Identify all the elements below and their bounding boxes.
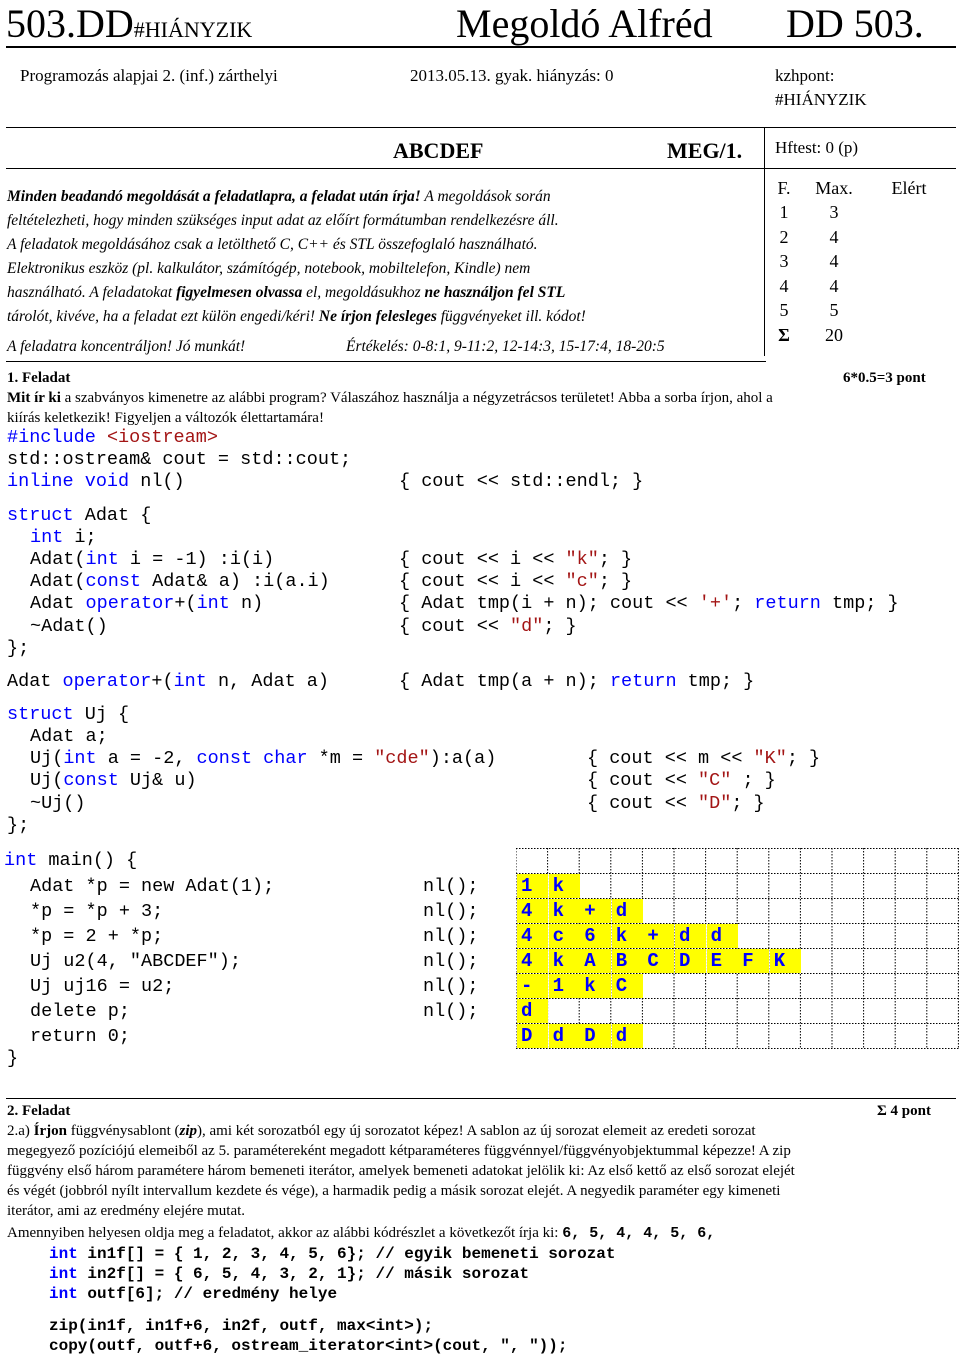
answer-cell[interactable]: d — [517, 999, 548, 1023]
intro-line-6-b: Ne írjon felesleges — [318, 308, 437, 325]
task2-rule — [6, 1098, 956, 1099]
code-line: nl(); — [423, 976, 479, 997]
code-line: } — [7, 1048, 19, 1069]
intro-line-6 — [7, 307, 586, 327]
task2-para-1-d: zip — [179, 1123, 197, 1139]
code-line: Adat *p = new Adat(1); — [30, 876, 275, 897]
task1-title: 1. Feladat — [7, 370, 71, 386]
score-task: 5 — [779, 300, 789, 321]
code-line: ~Uj() — [30, 793, 86, 814]
score-total-row — [764, 323, 954, 348]
task2-para-2: megegyező pozíciójú elemeiből az 5. paramétereként megadott kétparaméteres függvénnyel/függvényobjektummal képezze! A zip — [7, 1143, 791, 1159]
answer-cell[interactable]: d — [707, 924, 738, 948]
intro-line-2: feltételezheti, hogy minden szükséges input adat az előírt formátumban rendelkezésre áll. — [7, 212, 559, 229]
score-achieved[interactable] — [864, 299, 954, 324]
code-line: Adat(const Adat& a) :i(a.i) — [30, 571, 330, 592]
intro-line-6-c: függvényeket ill. kódot! — [436, 308, 586, 325]
task2-para-4: és végét (jobbról nyílt intervallum kezdete és vége), a harmadik pedig a másik sorozat elejét. A negyedik paraméter egy kimeneti — [7, 1183, 781, 1199]
score-max: 3 — [829, 202, 839, 223]
answer-cell[interactable]: C — [612, 974, 643, 998]
score-row — [764, 299, 954, 324]
answer-cell[interactable]: k — [549, 874, 580, 898]
answer-cell[interactable]: - — [517, 974, 548, 998]
code-line: nl(); — [423, 876, 479, 897]
code-line: return 0; — [30, 1026, 130, 1047]
kzhpont-label: kzhpont: — [775, 66, 835, 85]
answer-cell[interactable]: d — [612, 1024, 643, 1048]
code-line: struct Uj { — [7, 704, 130, 725]
code-line: nl(); — [423, 951, 479, 972]
score-max: 20 — [825, 324, 843, 345]
score-header-max: Max. — [815, 177, 853, 198]
score-header-row — [764, 176, 954, 201]
code-line: nl(); — [423, 926, 479, 947]
code-line: delete p; — [30, 1001, 130, 1022]
answer-cell[interactable]: k — [549, 899, 580, 923]
score-task: 3 — [779, 251, 789, 272]
code-line: int i; — [30, 527, 97, 548]
code-line: { Adat tmp(a + n); return tmp; } — [399, 671, 755, 692]
code-line: { cout << i << "c"; } — [399, 571, 633, 592]
intro-rule — [6, 361, 766, 362]
answer-cell[interactable]: c — [549, 924, 580, 948]
intro-line-1-b: A megoldások során — [420, 188, 551, 205]
hftest: Hftest: 0 (p) — [775, 138, 859, 157]
answer-cell[interactable]: 1 — [549, 974, 580, 998]
score-max: 4 — [829, 226, 839, 247]
header-rule-3 — [6, 168, 956, 169]
code-line: #include <iostream> — [7, 427, 218, 448]
task2-para-1-c: függvénysablont ( — [67, 1123, 180, 1139]
answer-cell[interactable]: C — [643, 949, 674, 973]
answer-cell[interactable]: K — [770, 949, 801, 973]
task1-desc-1 — [7, 388, 773, 408]
intro-line-5-d: ne használjon fel STL — [424, 284, 566, 301]
header-right: DD 503. — [786, 1, 924, 46]
answer-cell[interactable]: 4 — [517, 949, 548, 973]
intro-line-3: A feladatok megoldásához csak a letölthető C, C++ és STL összefoglaló használható. — [7, 236, 538, 253]
answer-cell[interactable]: B — [612, 949, 643, 973]
kzhpont-value: #HIÁNYZIK — [775, 90, 867, 109]
score-achieved[interactable] — [864, 201, 954, 226]
intro-line-5-c: el, megoldásukhoz — [302, 284, 425, 301]
score-achieved[interactable] — [864, 323, 954, 348]
task2-para-1 — [7, 1121, 756, 1141]
code-line: int outf[6]; // eredmény helye — [49, 1285, 338, 1303]
intro-line-5-a: használható. A feladatokat — [7, 284, 177, 301]
code-line: Adat operator+(int n) — [30, 593, 264, 614]
score-max: 5 — [829, 300, 839, 321]
intro-line-5-b: figyelmesen olvassa — [176, 284, 303, 301]
task2-para-1-e: ), ami két sorozatból egy új sorozatot képez! A sablon az új sorozat elemeit az eredeti sorozat — [197, 1123, 756, 1139]
answer-cell[interactable]: 4 — [517, 924, 548, 948]
task2-para-6 — [7, 1223, 715, 1244]
intro-line-1 — [7, 187, 551, 207]
answer-cell[interactable]: d — [549, 1024, 580, 1048]
score-achieved[interactable] — [864, 250, 954, 275]
code-line: int main() { — [4, 850, 138, 871]
task2-title: 2. Feladat — [7, 1103, 71, 1119]
evaluation: Értékelés: 0-8:1, 9-11:2, 12-14:3, 15-17:4, 18-20:5 — [346, 338, 665, 355]
code-line: Uj(const Uj& u) — [30, 770, 197, 791]
code-line: zip(in1f, in1f+6, in2f, outf, max<int>); — [49, 1317, 434, 1335]
code-line: { cout << m << "K"; } — [587, 748, 821, 769]
intro-line-1-a: Minden beadandó megoldását a feladatlapra, a feladat után írja! — [7, 188, 421, 205]
task1-desc-1-b: a szabványos kimenetre az alábbi program? Válaszához használja a négyzetrácsos területet! Abba a sorba írjon, ahol a — [60, 390, 773, 406]
task1-desc-1-a: Mit ír ki — [7, 390, 61, 406]
header-rule-2 — [6, 127, 956, 128]
answer-cell[interactable]: k — [580, 974, 611, 998]
code-line: nl(); — [423, 901, 479, 922]
score-task: Σ — [778, 324, 790, 345]
student-code: ABCDEF — [393, 138, 484, 163]
answer-cell[interactable]: k — [612, 924, 643, 948]
code-line: }; — [7, 815, 30, 836]
answer-cell[interactable]: + — [580, 899, 611, 923]
answer-cell[interactable]: D — [517, 1024, 548, 1048]
answer-cell[interactable]: D — [675, 949, 706, 973]
header-left-code: 503.DD — [6, 1, 134, 46]
score-row — [764, 225, 954, 250]
code-line: *p = 2 + *p; — [30, 926, 164, 947]
code-line: int in1f[] = { 1, 2, 3, 4, 5, 6}; // egyik bemeneti sorozat — [49, 1245, 616, 1263]
intro-line-7: A feladatra koncentráljon! Jó munkát! — [7, 338, 246, 355]
code-line: Uj(int a = -2, const char *m = "cde"):a(a) — [30, 748, 497, 769]
score-achieved[interactable] — [864, 274, 954, 299]
answer-cell[interactable]: F — [738, 949, 769, 973]
intro-line-4: Elektronikus eszköz (pl. kalkulátor, számítógép, notebook, mobiltelefon, Kindle) nem — [7, 260, 531, 277]
answer-cell[interactable]: + — [643, 924, 674, 948]
task2-para-1-b: Írjon — [33, 1123, 67, 1139]
code-line: ~Adat() — [30, 616, 108, 637]
code-line: Adat(int i = -1) :i(i) — [30, 549, 275, 570]
answer-cell[interactable]: D — [580, 1024, 611, 1048]
task2-points: Σ 4 pont — [877, 1103, 931, 1119]
code-line: { cout << "d"; } — [399, 616, 577, 637]
answer-cell[interactable]: 1 — [517, 874, 548, 898]
answer-cell[interactable]: 4 — [517, 899, 548, 923]
course-name: Programozás alapjai 2. (inf.) zárthelyi — [20, 66, 278, 85]
task2-para-5: iterátor, ami az eredmény elejére mutat. — [7, 1203, 246, 1219]
code-line: }; — [7, 638, 30, 659]
score-header-f: F. — [777, 177, 791, 198]
code-line: { cout << "C" ; } — [587, 770, 776, 791]
score-table-border — [764, 168, 765, 356]
header-divider — [764, 128, 765, 168]
code-line: Uj uj16 = u2; — [30, 976, 175, 997]
answer-cell[interactable]: k — [549, 949, 580, 973]
task1-desc-2: kiírás keletkezik! Figyeljen a változók élettartamára! — [7, 410, 324, 426]
score-task: 1 — [779, 202, 789, 223]
header-title: Megoldó Alfréd — [456, 1, 713, 46]
answer-cell[interactable]: d — [612, 899, 643, 923]
answer-cell[interactable]: d — [675, 924, 706, 948]
score-table — [764, 176, 954, 348]
task1-points: 6*0.5=3 pont — [843, 370, 926, 386]
task2-para-6-b: 6, 5, 4, 4, 5, 6, — [562, 1225, 716, 1242]
code-line: Adat operator+(int n, Adat a) — [7, 671, 329, 692]
meg-label: MEG/1. — [667, 138, 743, 163]
intro-line-6-a: tárolót, kivéve, ha a feladat ezt külön engedi/kéri! — [7, 308, 319, 325]
code-line: *p = *p + 3; — [30, 901, 164, 922]
exam-date: 2013.05.13. gyak. hiányzás: 0 — [410, 66, 614, 85]
code-line: struct Adat { — [7, 505, 152, 526]
code-line: { cout << i << "k"; } — [399, 549, 633, 570]
code-line: std::ostream& cout = std::cout; — [7, 449, 352, 470]
answer-cell[interactable]: E — [707, 949, 738, 973]
code-line: { cout << "D"; } — [587, 793, 765, 814]
task2-para-6-a: Amennyiben helyesen oldja meg a feladatot, akkor az alábbi kódrészlet a következőt írja ki: — [7, 1225, 563, 1241]
answer-grid-cells — [516, 848, 960, 1058]
task2-para-3: függvény első három paramétere három bemeneti iterátor, amelyek bemeneti adatokat jelölik ki: Az első kettő az első sorozat elejét — [7, 1163, 795, 1179]
answer-cell[interactable]: 6 — [580, 924, 611, 948]
header-rule — [6, 46, 956, 48]
answer-cell[interactable]: A — [580, 949, 611, 973]
code-line: inline void nl() — [7, 471, 185, 492]
score-task: 2 — [779, 226, 789, 247]
code-line: { cout << std::endl; } — [399, 471, 644, 492]
code-line: Uj u2(4, "ABCDEF"); — [30, 951, 241, 972]
score-header-elert: Elért — [891, 177, 927, 198]
score-max: 4 — [829, 251, 839, 272]
code-line: int in2f[] = { 6, 5, 4, 3, 2, 1}; // másik sorozat — [49, 1265, 530, 1283]
code-line: copy(outf, outf+6, ostream_iterator<int>(cout, ", ")); — [49, 1337, 568, 1355]
score-row — [764, 274, 954, 299]
header-left — [6, 2, 252, 52]
score-max: 4 — [829, 275, 839, 296]
score-row — [764, 201, 954, 226]
code-line: nl(); — [423, 1001, 479, 1022]
score-task: 4 — [779, 275, 789, 296]
header-left-small: #HIÁNYZIK — [133, 17, 253, 42]
code-line: Adat a; — [30, 726, 108, 747]
task2-para-1-a: 2.a) — [7, 1123, 34, 1139]
score-achieved[interactable] — [864, 225, 954, 250]
score-row — [764, 250, 954, 275]
code-line: { Adat tmp(i + n); cout << '+'; return tmp; } — [399, 593, 899, 614]
intro-line-5 — [7, 283, 565, 303]
